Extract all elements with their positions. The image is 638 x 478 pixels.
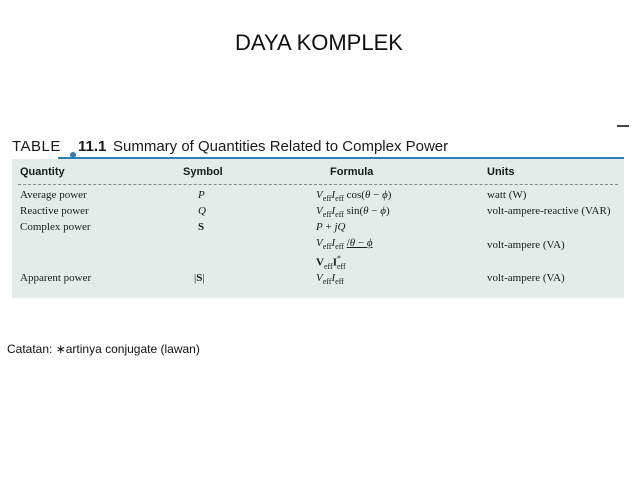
row-formula: $V_{eff}I_{eff}$ /θ − ϕ (316, 237, 373, 252)
row-quantity: Average power (20, 189, 87, 201)
row-quantity: Apparent power (20, 272, 92, 284)
header-rule (18, 184, 618, 185)
table-number: 11.1 (78, 138, 107, 155)
row-symbol: P (198, 189, 205, 201)
header-symbol: Symbol (183, 166, 223, 178)
row-quantity: Complex power (20, 221, 91, 233)
header-formula: Formula (330, 166, 374, 178)
row-units: volt-ampere (VA) (487, 272, 565, 284)
row-quantity: Reactive power (20, 205, 89, 217)
row-formula: $V_{eff}I_{eff}$ (316, 272, 344, 287)
row-symbol: Q (198, 205, 206, 217)
header-units: Units (487, 166, 515, 178)
footnote: Catatan: ∗artinya conjugate (lawan) (7, 342, 200, 356)
row-formula: $V_{eff}I^*_{eff}$ (316, 254, 346, 271)
row-symbol: |S| (194, 272, 205, 284)
table-heading (12, 138, 624, 158)
table-label: TABLE (12, 138, 61, 155)
row-formula: $V_{eff}I_{eff}$ sin(θ − ϕ) (316, 205, 390, 220)
row-formula: $V_{eff}I_{eff}$ cos(θ − ϕ) (316, 189, 392, 204)
row-formula: P + jQ (316, 221, 346, 233)
table-caption: Summary of Quantities Related to Complex Power (113, 138, 449, 155)
row-units: watt (W) (487, 189, 527, 201)
header-quantity: Quantity (20, 166, 65, 178)
row-units: volt-ampere-reactive (VAR) (487, 205, 611, 217)
row-units: volt-ampere (VA) (487, 239, 565, 251)
row-symbol: S (198, 221, 205, 233)
slide-title: DAYA KOMPLEK (235, 30, 403, 55)
dash-mark (617, 125, 629, 127)
